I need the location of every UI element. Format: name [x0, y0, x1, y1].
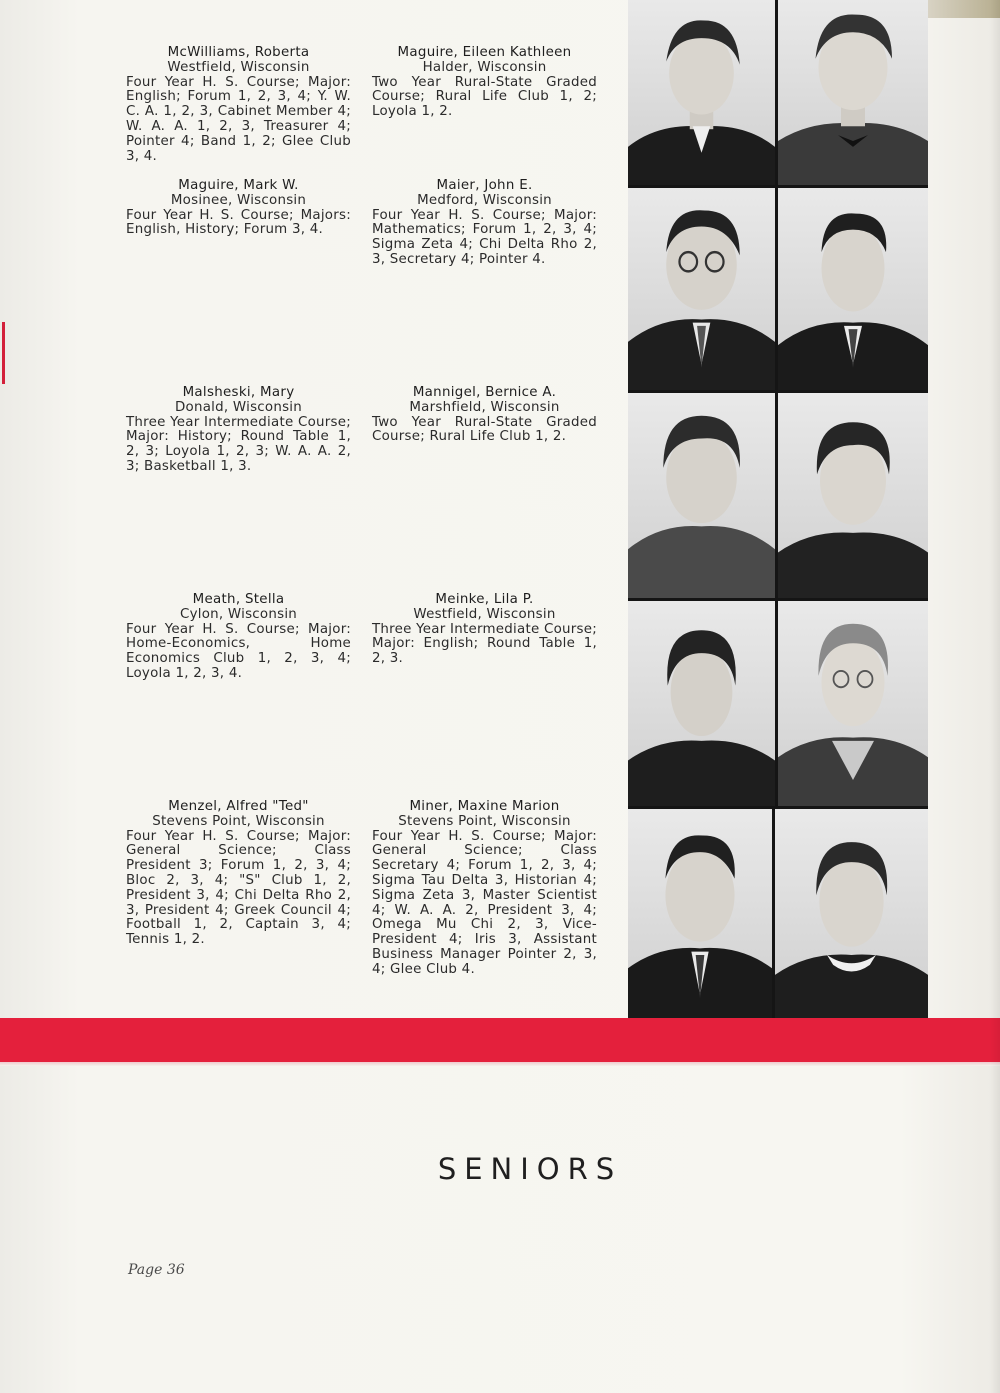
portrait-man-icon: [628, 809, 772, 1018]
portrait-photo: [628, 809, 772, 1018]
senior-name: Meinke, Lila P.: [435, 592, 534, 607]
senior-entry: [126, 179, 351, 238]
senior-activities: Four Year H. S. Course; Majors: English, History; Forum 3, 4.: [126, 207, 351, 238]
margin-red-mark: [2, 322, 5, 384]
senior-entry: [126, 46, 351, 164]
senior-name: Mannigel, Bernice A.: [412, 385, 557, 400]
senior-activities: Four Year H. S. Course; Major: General Science; Class President 3; Forum 1, 2, 3, 4; Bloc 2, 3, 4; "S" Club 1, 2, President 3, 4; Chi Delta Rho 2, 3, President 4; Greek Council 4; Football 1, 2, Captain 3, 4; Tennis 1, 2.: [126, 828, 351, 948]
senior-entry: [372, 800, 597, 978]
senior-activities: Four Year H. S. Course; Major: Home-Economics, Home Economics Club 1, 2, 3, 4; Loyola 1, 2, 3, 4.: [126, 621, 351, 681]
portrait-photo: [778, 393, 928, 598]
page-edge-shadow: [990, 0, 1000, 1393]
portrait-woman-icon: [628, 393, 775, 598]
senior-hometown: Westfield, Wisconsin: [413, 606, 556, 622]
portrait-woman-icon: [628, 601, 775, 806]
senior-name: McWilliams, Roberta: [167, 45, 310, 60]
senior-entry: [126, 386, 351, 475]
red-band-fade: [0, 1062, 1000, 1066]
red-accent-band: [0, 1018, 1000, 1062]
senior-name: Maguire, Eileen Kathleen: [397, 45, 572, 60]
portrait-photo: [628, 188, 775, 390]
portrait-photo: [778, 188, 928, 390]
senior-activities: Three Year Intermediate Course; Major: English; Round Table 1, 2, 3.: [372, 621, 597, 667]
portrait-photo: [628, 601, 775, 806]
portrait-woman-icon: [775, 809, 928, 1018]
senior-entry: [372, 179, 597, 268]
senior-name: Meath, Stella: [192, 592, 285, 607]
senior-activities: Two Year Rural-State Graded Course; Rural Life Club 1, 2.: [372, 414, 597, 445]
section-title: SENIORS: [437, 1152, 623, 1186]
page-number: Page 36: [128, 1262, 185, 1278]
senior-entry: [126, 800, 351, 948]
senior-hometown: Marshfield, Wisconsin: [409, 399, 560, 415]
senior-name: Menzel, Alfred "Ted": [168, 799, 309, 814]
senior-name: Miner, Maxine Marion: [409, 799, 560, 814]
senior-hometown: Cylon, Wisconsin: [179, 606, 298, 622]
portrait-woman-icon: [778, 393, 928, 598]
senior-activities: Two Year Rural-State Graded Course; Rural Life Club 1, 2; Loyola 1, 2.: [372, 74, 597, 120]
senior-activities: Three Year Intermediate Course; Major: History; Round Table 1, 2, 3; Loyola 1, 2, 3; W. A. A. 2, 3; Basketball 1, 3.: [126, 414, 351, 474]
portrait-photo: [778, 601, 928, 806]
senior-entry: [372, 593, 597, 667]
portrait-woman-glasses-icon: [778, 601, 928, 806]
portrait-photo: [775, 809, 928, 1018]
senior-entry: [126, 593, 351, 682]
senior-activities: Four Year H. S. Course; Major: Mathematics; Forum 1, 2, 3, 4; Sigma Zeta 4; Chi Delta Rho 2, 3, Secretary 4; Pointer 4.: [372, 207, 597, 267]
senior-activities: Four Year H. S. Course; Major: General Science; Class Secretary 4; Forum 1, 2, 3, 4; Sigma Tau Delta 3, Historian 4; Sigma Zeta 3, Master Scientist 4; W. A. A. 2, President 3, 4; Omega Mu Chi 2, 3, Vice-President 4; Iris 3, Assistant Business Manager Pointer 2, 3, 4; Glee Club 4.: [372, 828, 597, 977]
portrait-woman-icon: [628, 0, 775, 185]
senior-hometown: Medford, Wisconsin: [417, 192, 552, 208]
senior-entry: [372, 46, 597, 120]
senior-name: Maier, John E.: [436, 178, 533, 193]
portrait-photo: [628, 393, 775, 598]
senior-activities: Four Year H. S. Course; Major: English; Forum 1, 2, 3, 4; Y. W. C. A. 1, 2, 3, Cabinet Member 4; W. A. A. 1, 2, 3, Treasurer 4; Pointer 4; Band 1, 2; Glee Club 3, 4.: [126, 74, 351, 164]
portrait-photo: [628, 0, 775, 185]
portrait-woman-icon: [778, 0, 928, 185]
senior-hometown: Westfield, Wisconsin: [167, 59, 310, 75]
portrait-man-glasses-icon: [628, 188, 775, 390]
senior-hometown: Stevens Point, Wisconsin: [152, 813, 325, 829]
portrait-grid: [628, 0, 928, 1018]
senior-hometown: Stevens Point, Wisconsin: [398, 813, 571, 829]
senior-hometown: Donald, Wisconsin: [174, 399, 303, 415]
senior-hometown: Mosinee, Wisconsin: [170, 192, 307, 208]
senior-name: Malsheski, Mary: [182, 385, 295, 400]
portrait-photo: [778, 0, 928, 185]
senior-name: Maguire, Mark W.: [178, 178, 299, 193]
senior-entry: [372, 386, 597, 445]
portrait-man-icon: [778, 188, 928, 390]
senior-hometown: Halder, Wisconsin: [422, 59, 547, 75]
